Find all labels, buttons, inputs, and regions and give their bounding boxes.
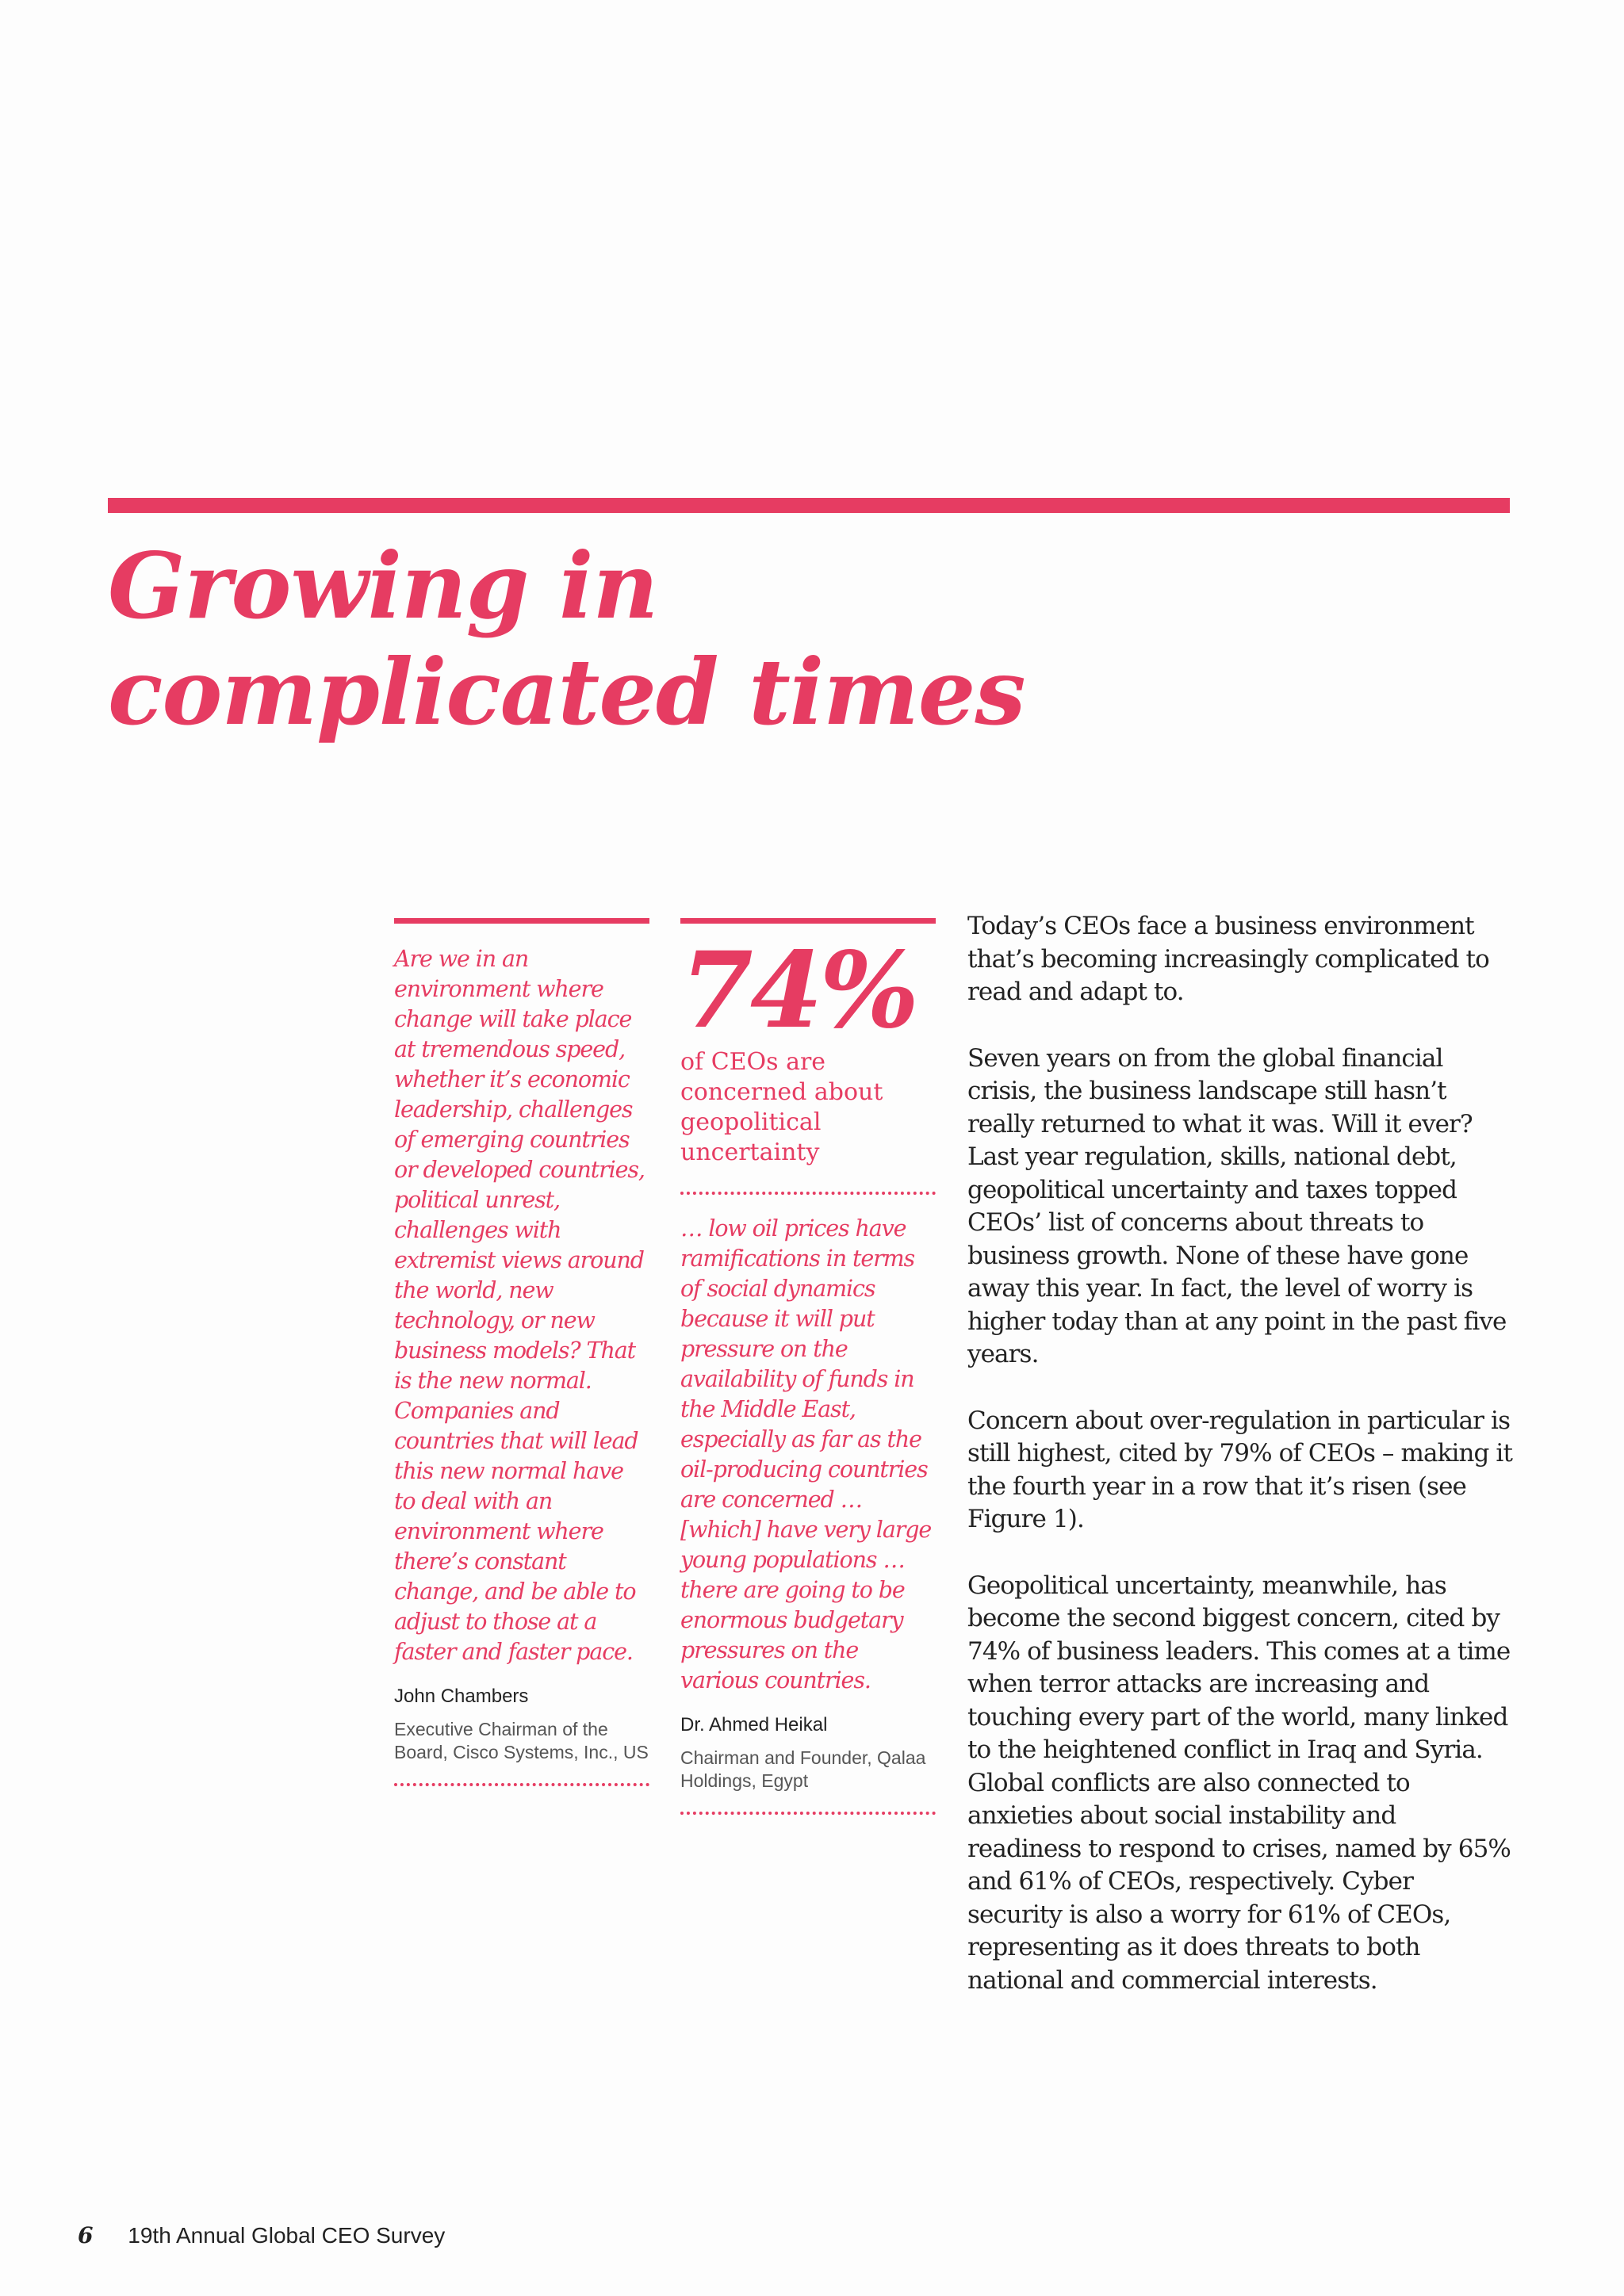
quote-author-name: John Chambers xyxy=(394,1686,529,1707)
page-title-line1: Growing in xyxy=(108,533,658,639)
page-footer xyxy=(78,2222,445,2248)
top-accent-rule xyxy=(108,498,1510,513)
body-paragraph: Concern about over-regulation in particular is still highest, cited by 79% of CEOs – making it the fourth year in a row that it’s risen (see Figure 1). xyxy=(967,1406,1513,1533)
quote-author-role: Executive Chairman of the Board, Cisco Systems, Inc., US xyxy=(394,1719,649,1762)
dotted-divider xyxy=(680,1812,936,1815)
dotted-divider xyxy=(680,1192,936,1195)
column-rule xyxy=(680,918,936,924)
quote-column-chambers xyxy=(394,918,649,1786)
body-paragraph: Seven years on from the global financial crisis, the business landscape still hasn’t really returned to what it was. Will it ever? Last year regulation, skills, national debt, geopolitical uncertainty and taxes topped CEOs’ list of concerns about threats to business growth. None of these have gone away this year. In fact, the level of worry is higher today than at any point in the past five years. xyxy=(967,1043,1507,1368)
body-paragraph: Geopolitical uncertainty, meanwhile, has become the second biggest concern, cited by 74% of business leaders. This comes at a time when terror attacks are increasing and touching every part of the world, many linked to the heightened conflict in Iraq and Syria. Global conflicts are also connected to anxieties about social instability and readiness to respond to crises, named by 65% and 61% of CEOs, respectively. Cyber security is also a worry for 61% of CEOs, representing as it does threats to both national and commercial interests. xyxy=(967,1571,1511,1995)
stat-value: 74% xyxy=(680,929,917,1052)
stat-and-quote-column xyxy=(680,918,936,1815)
quote-author-role: Chairman and Founder, Qalaa Holdings, Egypt xyxy=(680,1747,926,1791)
quote-author-name: Dr. Ahmed Heikal xyxy=(680,1714,828,1735)
page-title-line2: complicated times xyxy=(108,639,1025,745)
stat-caption: of CEOs are concerned about geopolitical uncertainty xyxy=(680,1048,883,1166)
publication-title: 19th Annual Global CEO Survey xyxy=(128,2223,446,2248)
column-rule xyxy=(394,918,649,924)
dotted-divider xyxy=(394,1783,649,1786)
pull-quote-text: … low oil prices have ramifications in terms of social dynamics because it will put pressure on the availability of funds in the Middle East, especially as far as the oil-producing countries are concerned … [which] have very large young populations … there are going to be enormous budgetary pressures on the various countries. xyxy=(680,1215,932,1693)
page-title xyxy=(108,533,1456,745)
body-paragraph: Today’s CEOs face a business environment that’s becoming increasingly complicated to read and adapt to. xyxy=(967,912,1489,1006)
body-text-column xyxy=(967,910,1515,2030)
pull-quote-text: Are we in an environment where change will take place at tremendous speed, whether it’s economic leadership, challenges of emerging countries or developed countries, political unrest, challenges with extremist views around the world, new technology, or new business models? That is the new normal. Companies and countries that will lead this new normal have to deal with an environment where there’s constant change, and be able to adjust to those at a faster and faster pace. xyxy=(394,946,645,1665)
page-number: 6 xyxy=(78,2222,94,2248)
